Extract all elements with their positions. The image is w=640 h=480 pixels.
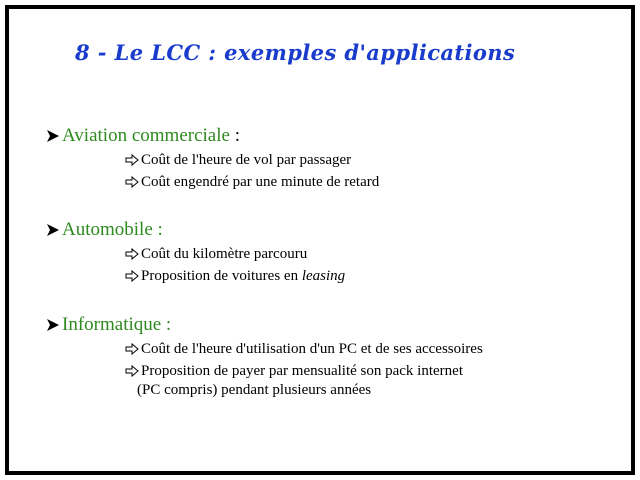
filled-arrowhead-icon [45, 128, 61, 144]
outline-right-arrow-icon [125, 176, 139, 188]
list-item [125, 243, 625, 265]
section-automobile [45, 219, 625, 287]
slide-frame [5, 5, 635, 475]
list-item-continuation: (PC compris) pendant plusieurs années [137, 382, 372, 398]
section-heading [45, 314, 625, 336]
slide-title: 8 - Le LCC : exemples d'applications [75, 40, 516, 65]
section-aviation [45, 125, 625, 193]
outline-right-arrow-icon [125, 248, 139, 260]
item-list [125, 338, 625, 400]
section-heading [45, 219, 625, 241]
list-item-text: Coût de l'heure de vol par passager [141, 152, 352, 168]
outline-right-arrow-icon [125, 270, 139, 282]
list-item [125, 338, 625, 360]
list-item-text: Proposition de payer par mensualité son pack internet [141, 363, 463, 379]
item-list [125, 243, 625, 287]
filled-arrowhead-icon [45, 317, 61, 333]
list-item-text: Coût du kilomètre parcouru [141, 246, 308, 262]
list-item [125, 171, 625, 193]
list-item [125, 265, 625, 287]
list-item-text: Coût engendré par une minute de retard [141, 174, 380, 190]
list-item-italic-term: leasing [301, 268, 346, 284]
list-item-text: Coût de l'heure d'utilisation d'un PC et de ses accessoires [141, 341, 483, 357]
section-heading [45, 125, 625, 147]
outline-right-arrow-icon [125, 365, 139, 377]
list-item [125, 360, 625, 382]
list-item [125, 149, 625, 171]
outline-right-arrow-icon [125, 154, 139, 166]
section-heading-label: Automobile : [62, 219, 163, 240]
section-heading-label: Informatique : [62, 314, 172, 335]
item-list [125, 149, 625, 193]
filled-arrowhead-icon [45, 222, 61, 238]
section-heading-suffix: : [229, 125, 240, 146]
section-informatique [45, 314, 625, 400]
section-heading-label: Aviation commerciale [62, 125, 230, 146]
outline-right-arrow-icon [125, 343, 139, 355]
list-item-text: Proposition de voitures en [141, 268, 302, 284]
